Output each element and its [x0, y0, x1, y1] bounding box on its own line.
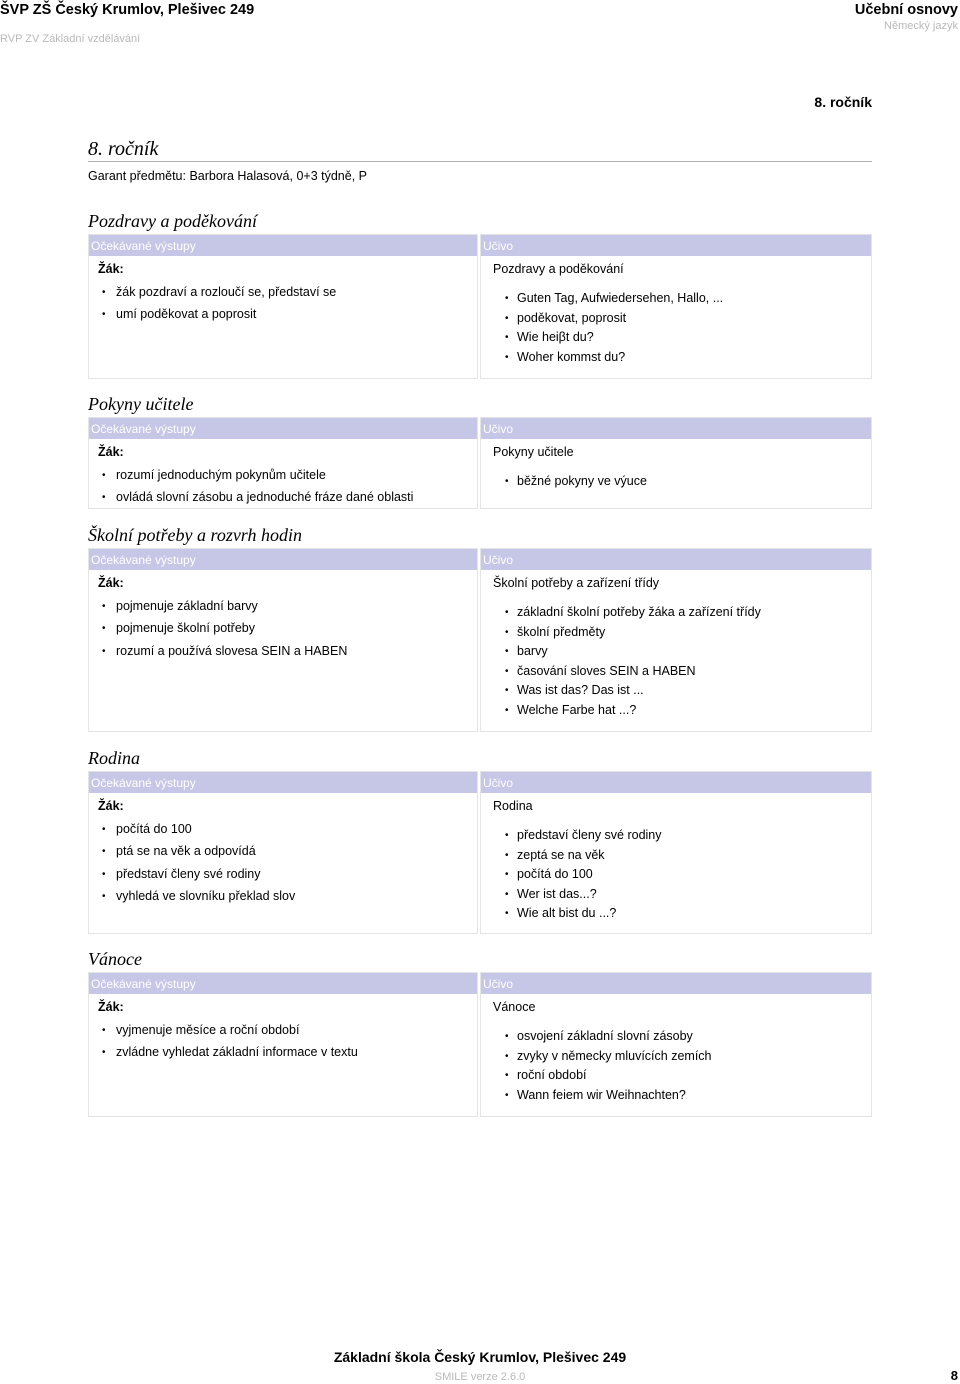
outcome-item: • umí poděkovat a poprosit: [89, 307, 477, 322]
content-column: [480, 771, 872, 934]
content-item: • Welche Farbe hat ...?: [481, 703, 871, 718]
content-list: [481, 291, 871, 365]
student-label: Žák:: [98, 799, 124, 813]
subject-name: Německý jazyk: [884, 20, 958, 32]
content-item: • Woher kommst du?: [481, 350, 871, 365]
content-item: • školní předměty: [481, 625, 871, 640]
section: [88, 949, 872, 1117]
student-label: Žák:: [98, 262, 124, 276]
outcome-item: • pojmenuje školní potřeby: [89, 621, 477, 636]
outcome-item: • počítá do 100: [89, 822, 477, 837]
content-header: Učivo: [481, 549, 871, 570]
section-title: Vánoce: [88, 949, 142, 969]
outcomes-header: Očekávané výstupy: [89, 973, 477, 994]
outcomes-column: [88, 234, 478, 379]
outcomes-column: [88, 771, 478, 934]
outcome-item: • rozumí jednoduchým pokynům učitele: [89, 468, 477, 483]
content-list: [481, 474, 871, 489]
outcome-item: • vyjmenuje měsíce a roční období: [89, 1023, 477, 1038]
outcomes-header: Očekávané výstupy: [89, 235, 477, 256]
content-item: • barvy: [481, 644, 871, 659]
content-item: • Wie heiβt du?: [481, 330, 871, 345]
section-title: Pozdravy a poděkování: [88, 211, 257, 231]
content-item: • poděkovat, poprosit: [481, 311, 871, 326]
content-list: [481, 605, 871, 718]
section: [88, 748, 872, 934]
section-title: Pokyny učitele: [88, 394, 194, 414]
content-header: Učivo: [481, 973, 871, 994]
outcome-item: • žák pozdraví a rozloučí se, představí se: [89, 285, 477, 300]
page-number: 8: [950, 1368, 958, 1383]
content-item: • Wer ist das...?: [481, 887, 871, 902]
content-item: • Wie alt bist du ...?: [481, 906, 871, 921]
content-column: [480, 972, 872, 1117]
outcomes-header: Očekávané výstupy: [89, 418, 477, 439]
content-item: • základní školní potřeby žáka a zařízení třídy: [481, 605, 871, 620]
section-columns: [88, 234, 872, 379]
content-item: • časování sloves SEIN a HABEN: [481, 664, 871, 679]
section: [88, 394, 872, 509]
header-right: [855, 1, 958, 33]
outcome-item: • představí členy své rodiny: [89, 867, 477, 882]
subject-guarantor: Garant předmětu: Barbora Halasová, 0+3 týdně, P: [88, 169, 367, 183]
section-columns: [88, 972, 872, 1117]
content-item: • Guten Tag, Aufwiedersehen, Hallo, ...: [481, 291, 871, 306]
content-item: • představí členy své rodiny: [481, 828, 871, 843]
section-columns: [88, 417, 872, 509]
content-title: Pozdravy a poděkování: [493, 262, 624, 276]
content-item: • počítá do 100: [481, 867, 871, 882]
footer-version: SMILE verze 2.6.0: [434, 1371, 526, 1383]
section-columns: [88, 548, 872, 732]
section-title: Rodina: [88, 748, 140, 768]
section: [88, 211, 872, 379]
content-title: Rodina: [493, 799, 533, 813]
content-item: • Wann feiem wir Weihnachten?: [481, 1088, 871, 1103]
outcomes-column: [88, 417, 478, 509]
content-list: [481, 1029, 871, 1103]
outcomes-header: Očekávané výstupy: [89, 772, 477, 793]
content-header: Učivo: [481, 235, 871, 256]
header-left: [0, 1, 254, 46]
content-list: [481, 828, 871, 921]
section: [88, 525, 872, 732]
outcomes-list: [89, 1023, 477, 1061]
outcome-item: • zvládne vyhledat základní informace v textu: [89, 1045, 477, 1060]
content-item: • osvojení základní slovní zásoby: [481, 1029, 871, 1044]
outcome-item: • pojmenuje základní barvy: [89, 599, 477, 614]
content-header: Učivo: [481, 772, 871, 793]
outcome-item: • rozumí a používá slovesa SEIN a HABEN: [89, 644, 477, 659]
section-title: Školní potřeby a rozvrh hodin: [88, 525, 302, 545]
outcome-item: • ovládá slovní zásobu a jednoduché fráze dané oblasti: [89, 490, 477, 505]
outcome-item: • ptá se na věk a odpovídá: [89, 844, 477, 859]
outcomes-header: Očekávané výstupy: [89, 549, 477, 570]
student-label: Žák:: [98, 576, 124, 590]
content-column: [480, 548, 872, 732]
content-column: [480, 234, 872, 379]
student-label: Žák:: [98, 1000, 124, 1014]
footer-school: Základní škola Český Krumlov, Plešivec 249: [333, 1349, 627, 1365]
content-title: Pokyny učitele: [493, 445, 574, 459]
outcomes-list: [89, 822, 477, 905]
content-item: • zeptá se na věk: [481, 848, 871, 863]
school-name: ŠVP ZŠ Český Krumlov, Plešivec 249: [0, 2, 255, 18]
outcomes-column: [88, 972, 478, 1117]
grade-label: 8. ročník: [814, 94, 872, 110]
content-column: [480, 417, 872, 509]
section-columns: [88, 771, 872, 934]
outcome-item: • vyhledá ve slovníku překlad slov: [89, 889, 477, 904]
document-type: Učební osnovy: [854, 2, 958, 18]
content-item: • běžné pokyny ve výuce: [481, 474, 871, 489]
grade-intro: [88, 137, 872, 184]
content-item: • roční období: [481, 1068, 871, 1083]
content-header: Učivo: [481, 418, 871, 439]
outcomes-list: [89, 285, 477, 323]
content-item: • zvyky v německy mluvících zemích: [481, 1049, 871, 1064]
outcomes-list: [89, 599, 477, 659]
content-item: • Was ist das? Das ist ...: [481, 683, 871, 698]
outcomes-list: [89, 468, 477, 506]
grade-heading: 8. ročník: [88, 137, 872, 162]
outcomes-column: [88, 548, 478, 732]
framework-name: RVP ZV Základní vzdělávání: [0, 33, 141, 45]
content-title: Vánoce: [493, 1000, 536, 1014]
content-title: Školní potřeby a zařízení třídy: [493, 576, 660, 590]
student-label: Žák:: [98, 445, 124, 459]
